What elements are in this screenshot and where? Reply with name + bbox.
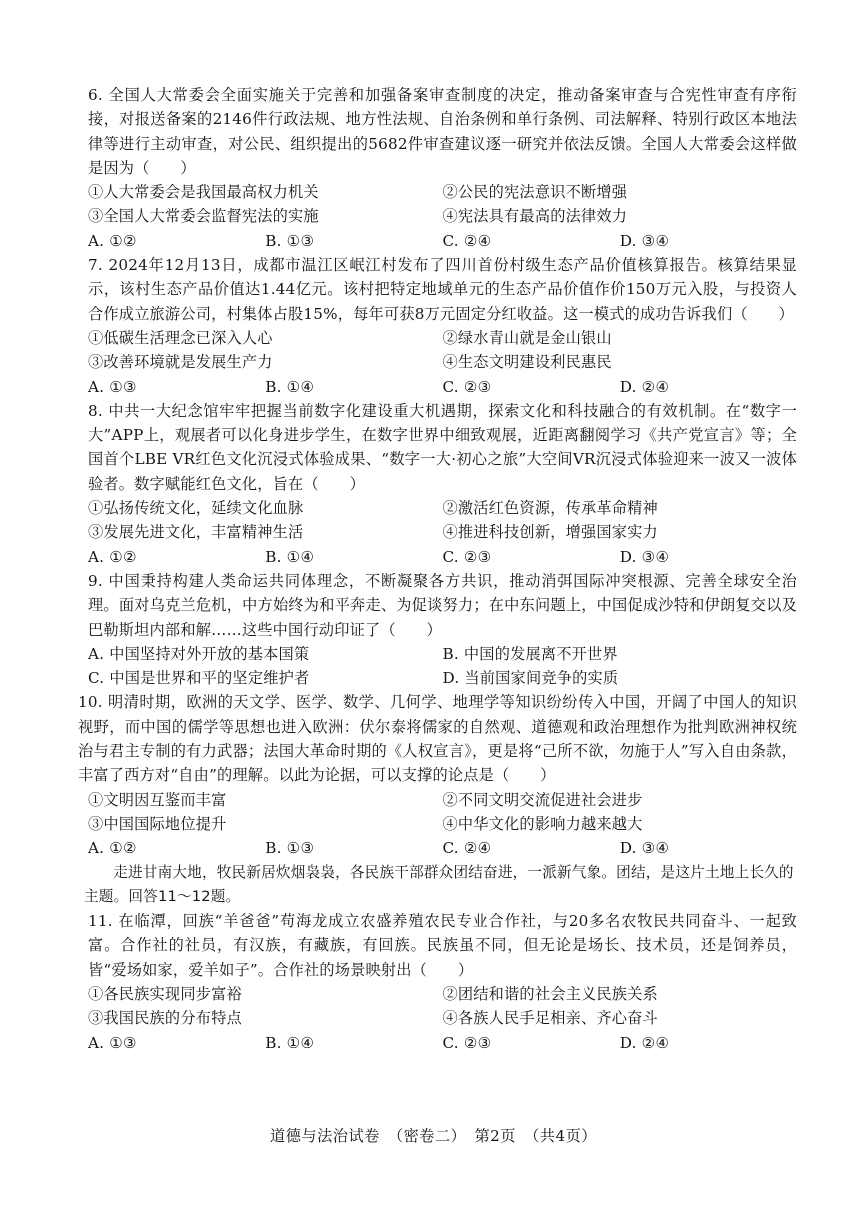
- page-footer: 道德与法治试卷 （密卷二） 第2页 （共4页）: [270, 1127, 597, 1145]
- statement-row: [88, 326, 797, 350]
- choice-a: A. ①③: [88, 377, 137, 396]
- choice-b: B. ①④: [265, 1033, 315, 1052]
- statement-row: [88, 204, 797, 228]
- statement-row: [88, 1006, 797, 1030]
- statement-row: [88, 788, 797, 812]
- statement: ②绿水青山就是金山银山: [442, 328, 612, 347]
- choice-d: D. ③④: [619, 839, 670, 858]
- choice-c: C. ②③: [442, 547, 492, 566]
- choice-c: C. ②③: [442, 1033, 492, 1052]
- statement-row: [88, 496, 797, 520]
- choice-a: A. ①②: [88, 547, 137, 566]
- choice-row: [88, 375, 797, 399]
- question-stem: 9. 中国秉持构建人类命运共同体理念，不断凝聚各方共识，推动消弭国际冲突根源、完善全球安全治理。面对乌克兰危机，中方始终为和平奔走、为促谈努力；在中东问题上，中国促成沙特和伊朗复交以及巴勒斯坦内部和解……这些中国行动印证了（ ）: [88, 571, 797, 639]
- question-stem: 7. 2024年12月13日，成都市温江区岷江村发布了四川首份村级生态产品价值核算报告。核算结果显示，该村生态产品价值达1.44亿元。该村把特定地域单元的生态产品价值作价150万元入股，与投资人合作成立旅游公司，村集体占股15%，每年可获8万元固定分红收益。这一模式的成功告诉我们（ ）: [88, 256, 797, 323]
- statement-row: [88, 520, 797, 544]
- question-stem: 10. 明清时期，欧洲的天文学、医学、数学、几何学、地理学等知识纷纷传入中国，开阔了中国人的知识视野，而中国的儒学等思想也进入欧洲：伏尔泰将儒家的自然观、道德观和政治理想作为批判欧洲神权统治与君主专制的有力武器；法国大革命时期的《人权宣言》，更是将“己所不欲，勿施于人”写入自由条款，丰富了西方对“自由”的理解。以此为论据，可以支撑的论点是（ ）: [78, 693, 797, 785]
- choice-b: B. 中国的发展离不开世界: [442, 644, 618, 663]
- statement: ②不同文明交流促进社会进步: [442, 790, 643, 809]
- statement: ③我国民族的分布特点: [88, 1009, 242, 1028]
- choice-a: A. ①②: [88, 231, 137, 250]
- choice-a: A. ①③: [88, 1033, 137, 1052]
- choice-c: C. ②③: [442, 377, 492, 396]
- choice-a: A. 中国坚持对外开放的基本国策: [88, 644, 310, 663]
- statement-row: [88, 982, 797, 1006]
- statement: ④各族人民手足相亲、齐心奋斗: [442, 1009, 658, 1028]
- choice-d: D. ③④: [619, 231, 670, 250]
- choice-a: A. ①②: [88, 839, 137, 858]
- statement-row: [88, 350, 797, 374]
- question-stem: 8. 中共一大纪念馆牢牢把握当前数字化建设重大机遇期，探索文化和科技融合的有效机制。在“数字一大”APP上，观展者可以化身进步学生，在数字世界中细致观展，近距离翻阅学习《共产党宣言》等；全国首个LBE VR红色文化沉浸式体验成果、“数字一大·初心之旅”大空间VR沉浸式体验迎来一波又一波体验者。数字赋能红色文化，旨在（ ）: [88, 401, 797, 493]
- statement: ③发展先进文化，丰富精神生活: [88, 523, 304, 542]
- choice-b: B. ①③: [265, 839, 315, 858]
- choice-row: [88, 666, 797, 690]
- choice-c: C. ②④: [442, 231, 492, 250]
- choice-b: B. ①④: [265, 547, 315, 566]
- question-stem: 6. 全国人大常委会全面实施关于完善和加强备案审查制度的决定，推动备案审查与合宪性审查有序衔接，对报送备案的2146件行政法规、地方性法规、自治条例和单行条例、司法解释、特别行政区本地法律等进行主动审查，对公民、组织提出的5682件审查建议逐一研究并依法反馈。全国人大常委会这样做是因为（ ）: [88, 86, 797, 177]
- statement: ④生态文明建设利民惠民: [442, 353, 612, 372]
- choice-row: [88, 642, 797, 666]
- statement: ④宪法具有最高的法律效力: [442, 207, 628, 226]
- question-11: [88, 909, 797, 1055]
- statement: ②公民的宪法意识不断增强: [442, 183, 628, 202]
- choice-d: D. ②④: [619, 1033, 670, 1052]
- question-7: [88, 253, 797, 399]
- question-9: [88, 569, 797, 690]
- choice-row: [88, 229, 797, 253]
- material-intro: 走进甘南大地，牧民新居炊烟袅袅，各民族干部群众团结奋进，一派新气象。团结，是这片土地上长久的主题。回答11～12题。: [84, 863, 794, 905]
- statement: ②激活红色资源，传承革命精神: [442, 499, 658, 518]
- choice-c: C. 中国是世界和平的坚定维护者: [88, 669, 310, 688]
- question-10: [78, 690, 797, 860]
- statement: ①文明因互鉴而丰富: [88, 790, 227, 809]
- choice-row: [88, 545, 797, 569]
- question-6: [88, 83, 797, 253]
- choice-d: D. ③④: [619, 547, 670, 566]
- statement: ③改善环境就是发展生产力: [88, 353, 273, 372]
- statement: ③中国国际地位提升: [88, 814, 227, 833]
- statement: ①各民族实现同步富裕: [88, 984, 242, 1003]
- statement: ②团结和谐的社会主义民族关系: [442, 984, 658, 1003]
- statement: ①弘扬传统文化，延续文化血脉: [88, 499, 304, 518]
- statement: ③全国人大常委会监督宪法的实施: [88, 207, 319, 226]
- choice-d: D. ②④: [619, 377, 670, 396]
- question-stem: 11. 在临潭，回族“羊爸爸”苟海龙成立农盛养殖农民专业合作社，与20多名农牧民共同奋斗、一起致富。合作社的社员，有汉族，有藏族，有回族。民族虽不同，但无论是场长、技术员，还是饲养员，皆“爱场如家，爱羊如子”。合作社的场景映射出（ ）: [88, 912, 797, 979]
- statement-row: [88, 812, 797, 836]
- choice-row: [88, 1031, 797, 1055]
- choice-d: D. 当前国家间竞争的实质: [442, 669, 619, 688]
- choice-b: B. ①④: [265, 377, 315, 396]
- choice-row: [88, 836, 797, 860]
- choice-c: C. ②④: [442, 839, 492, 858]
- choice-b: B. ①③: [265, 231, 315, 250]
- statement-row: [88, 180, 797, 204]
- statement: ①人大常委会是我国最高权力机关: [88, 183, 319, 202]
- statement: ①低碳生活理念已深入人心: [88, 328, 273, 347]
- statement: ④推进科技创新，增强国家实力: [442, 523, 658, 542]
- statement: ④中华文化的影响力越来越大: [442, 814, 643, 833]
- question-8: [88, 399, 797, 569]
